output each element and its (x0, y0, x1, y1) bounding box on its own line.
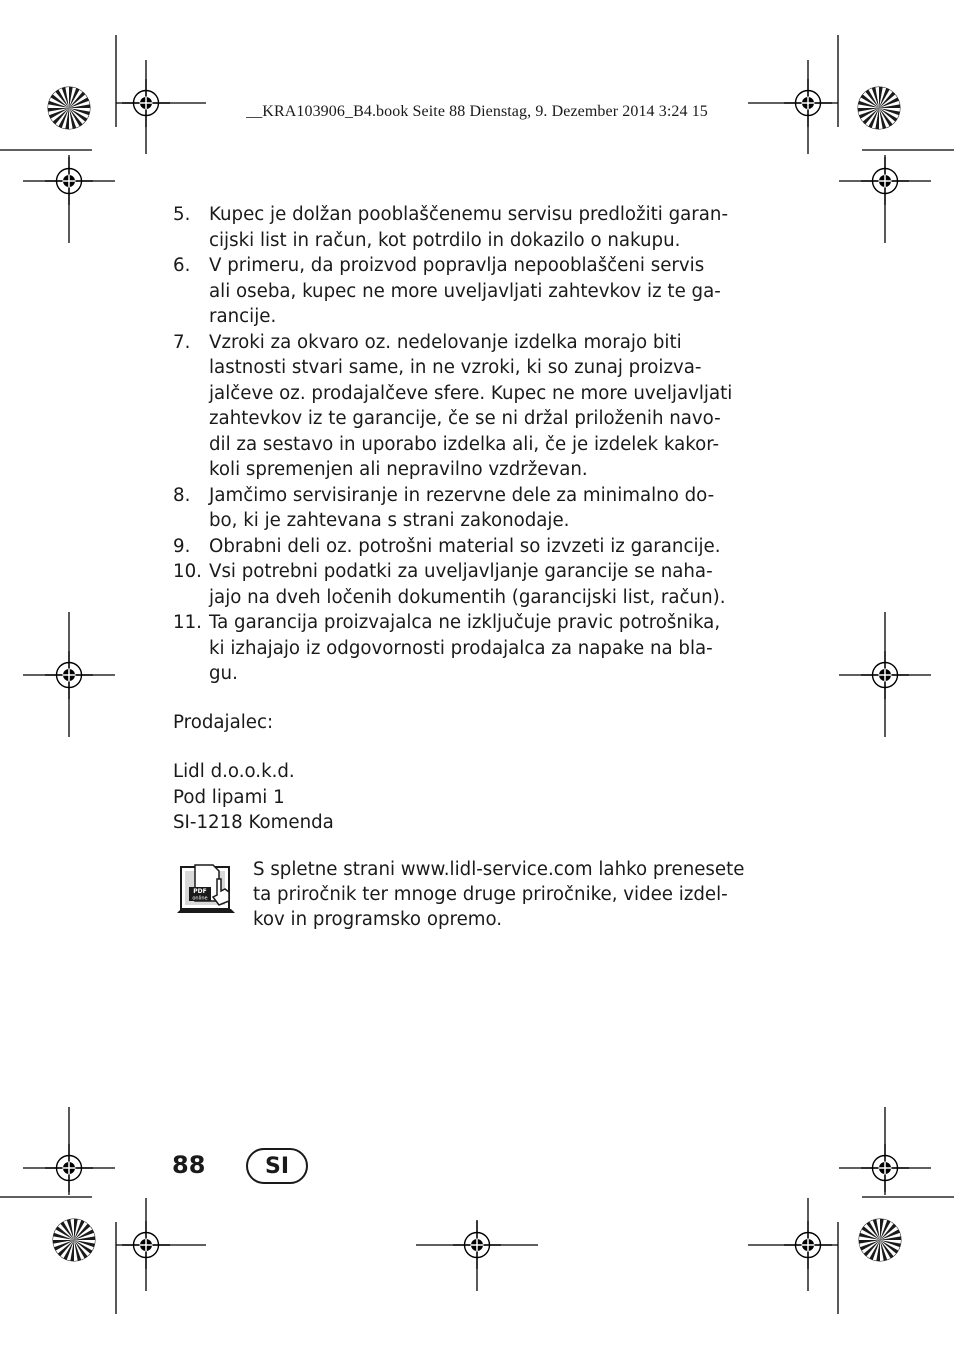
list-item (173, 483, 733, 534)
list-item (173, 202, 733, 253)
list-item (173, 253, 733, 330)
list-item-line: Vsi potrebni podatki za uveljavljanje garancije se naha- (209, 561, 713, 582)
list-item (173, 559, 733, 610)
list-item-line: Ta garancija proizvajalca ne izključuje pravic potrošnika, (209, 612, 721, 633)
list-item-line: rancije. (209, 306, 277, 327)
list-item-line: Vzroki za okvaro oz. nedelovanje izdelka morajo biti (209, 331, 682, 353)
list-item-number: 7. (173, 331, 191, 353)
list-item-text (209, 253, 733, 330)
list-item (173, 534, 733, 560)
online-note-line: S spletne strani www.lidl-service.com lahko prenesete (253, 859, 745, 880)
icon-pdf-label: PDF (193, 888, 207, 895)
list-item (173, 330, 733, 483)
seller-label: Prodajalec: (173, 712, 274, 733)
list-item-number: 8. (173, 484, 191, 506)
list-item-line: Obrabni deli oz. potrošni material so izvzeti iz garancije. (209, 535, 721, 557)
list-item-line: bo, ki je zahtevana s strani zakonodaje. (209, 510, 570, 531)
list-item-line: koli spremenjen ali nepravilno vzdrževan. (209, 459, 588, 480)
list-item-text (209, 610, 733, 687)
online-download-note (253, 857, 745, 932)
list-item-line: gu. (209, 663, 238, 684)
list-item-number: 5. (173, 204, 191, 225)
list-item-line: zahtevkov iz te garancije, če se ni držal priloženih navo- (209, 408, 721, 429)
list-item-line: Kupec je dolžan pooblaščenemu servisu predložiti garan- (209, 204, 729, 225)
list-item-line: ali oseba, kupec ne more uveljavljati zahtevkov iz te ga- (209, 280, 721, 302)
list-item-line: lastnosti stvari same, in ne vzroki, ki so zunaj proizva- (209, 357, 702, 378)
online-note-line: kov in programsko opremo. (253, 909, 503, 930)
list-item-line: jajo na dveh ločenih dokumentih (garancijski list, račun). (209, 586, 726, 608)
language-badge: SI (246, 1148, 308, 1184)
seller-address (173, 759, 733, 836)
star-target-mark (859, 1219, 902, 1262)
seller-street: Pod lipami 1 (173, 786, 285, 808)
page-number: 88 (172, 1151, 206, 1179)
list-item-line: Jamčimo servisiranje in rezervne dele za minimalno do- (209, 484, 715, 506)
pdf-online-download-icon (175, 861, 237, 917)
print-file-header: __KRA103906_B4.book Seite 88 Dienstag, 9. Dezember 2014 3:24 15 (246, 103, 708, 120)
list-item-line: ki izhajajo iz odgovornosti prodajalca za napake na bla- (209, 637, 713, 659)
list-item-number: 9. (173, 535, 191, 557)
list-item-text (209, 330, 733, 483)
online-note-line: ta priročnik ter mnoge druge priročnike, videe izdel- (253, 884, 728, 905)
list-item-text (209, 202, 733, 253)
icon-online-label: online (192, 895, 208, 902)
list-item-line: cijski list in račun, kot potrdilo in dokazilo o nakupu. (209, 229, 681, 251)
list-item-text (209, 483, 733, 534)
list-item-number: 6. (173, 255, 191, 276)
list-item (173, 610, 733, 687)
seller-city: SI-1218 Komenda (173, 812, 334, 833)
warranty-conditions-list (173, 202, 733, 687)
list-item-text (209, 534, 733, 560)
list-item-number: 11. (173, 612, 202, 633)
seller-name: Lidl d.o.o.k.d. (173, 761, 295, 782)
list-item-line: V primeru, da proizvod popravlja nepooblaščeni servis (209, 255, 705, 276)
list-item-text (209, 559, 733, 610)
list-item-number: 10. (173, 561, 202, 582)
list-item-line: jalčeve oz. prodajalčeve sfere. Kupec ne more uveljavljati (209, 382, 733, 404)
star-target-mark (53, 1219, 96, 1262)
list-item-line: dil za sestavo in uporabo izdelka ali, če je izdelek kakor- (209, 433, 720, 455)
